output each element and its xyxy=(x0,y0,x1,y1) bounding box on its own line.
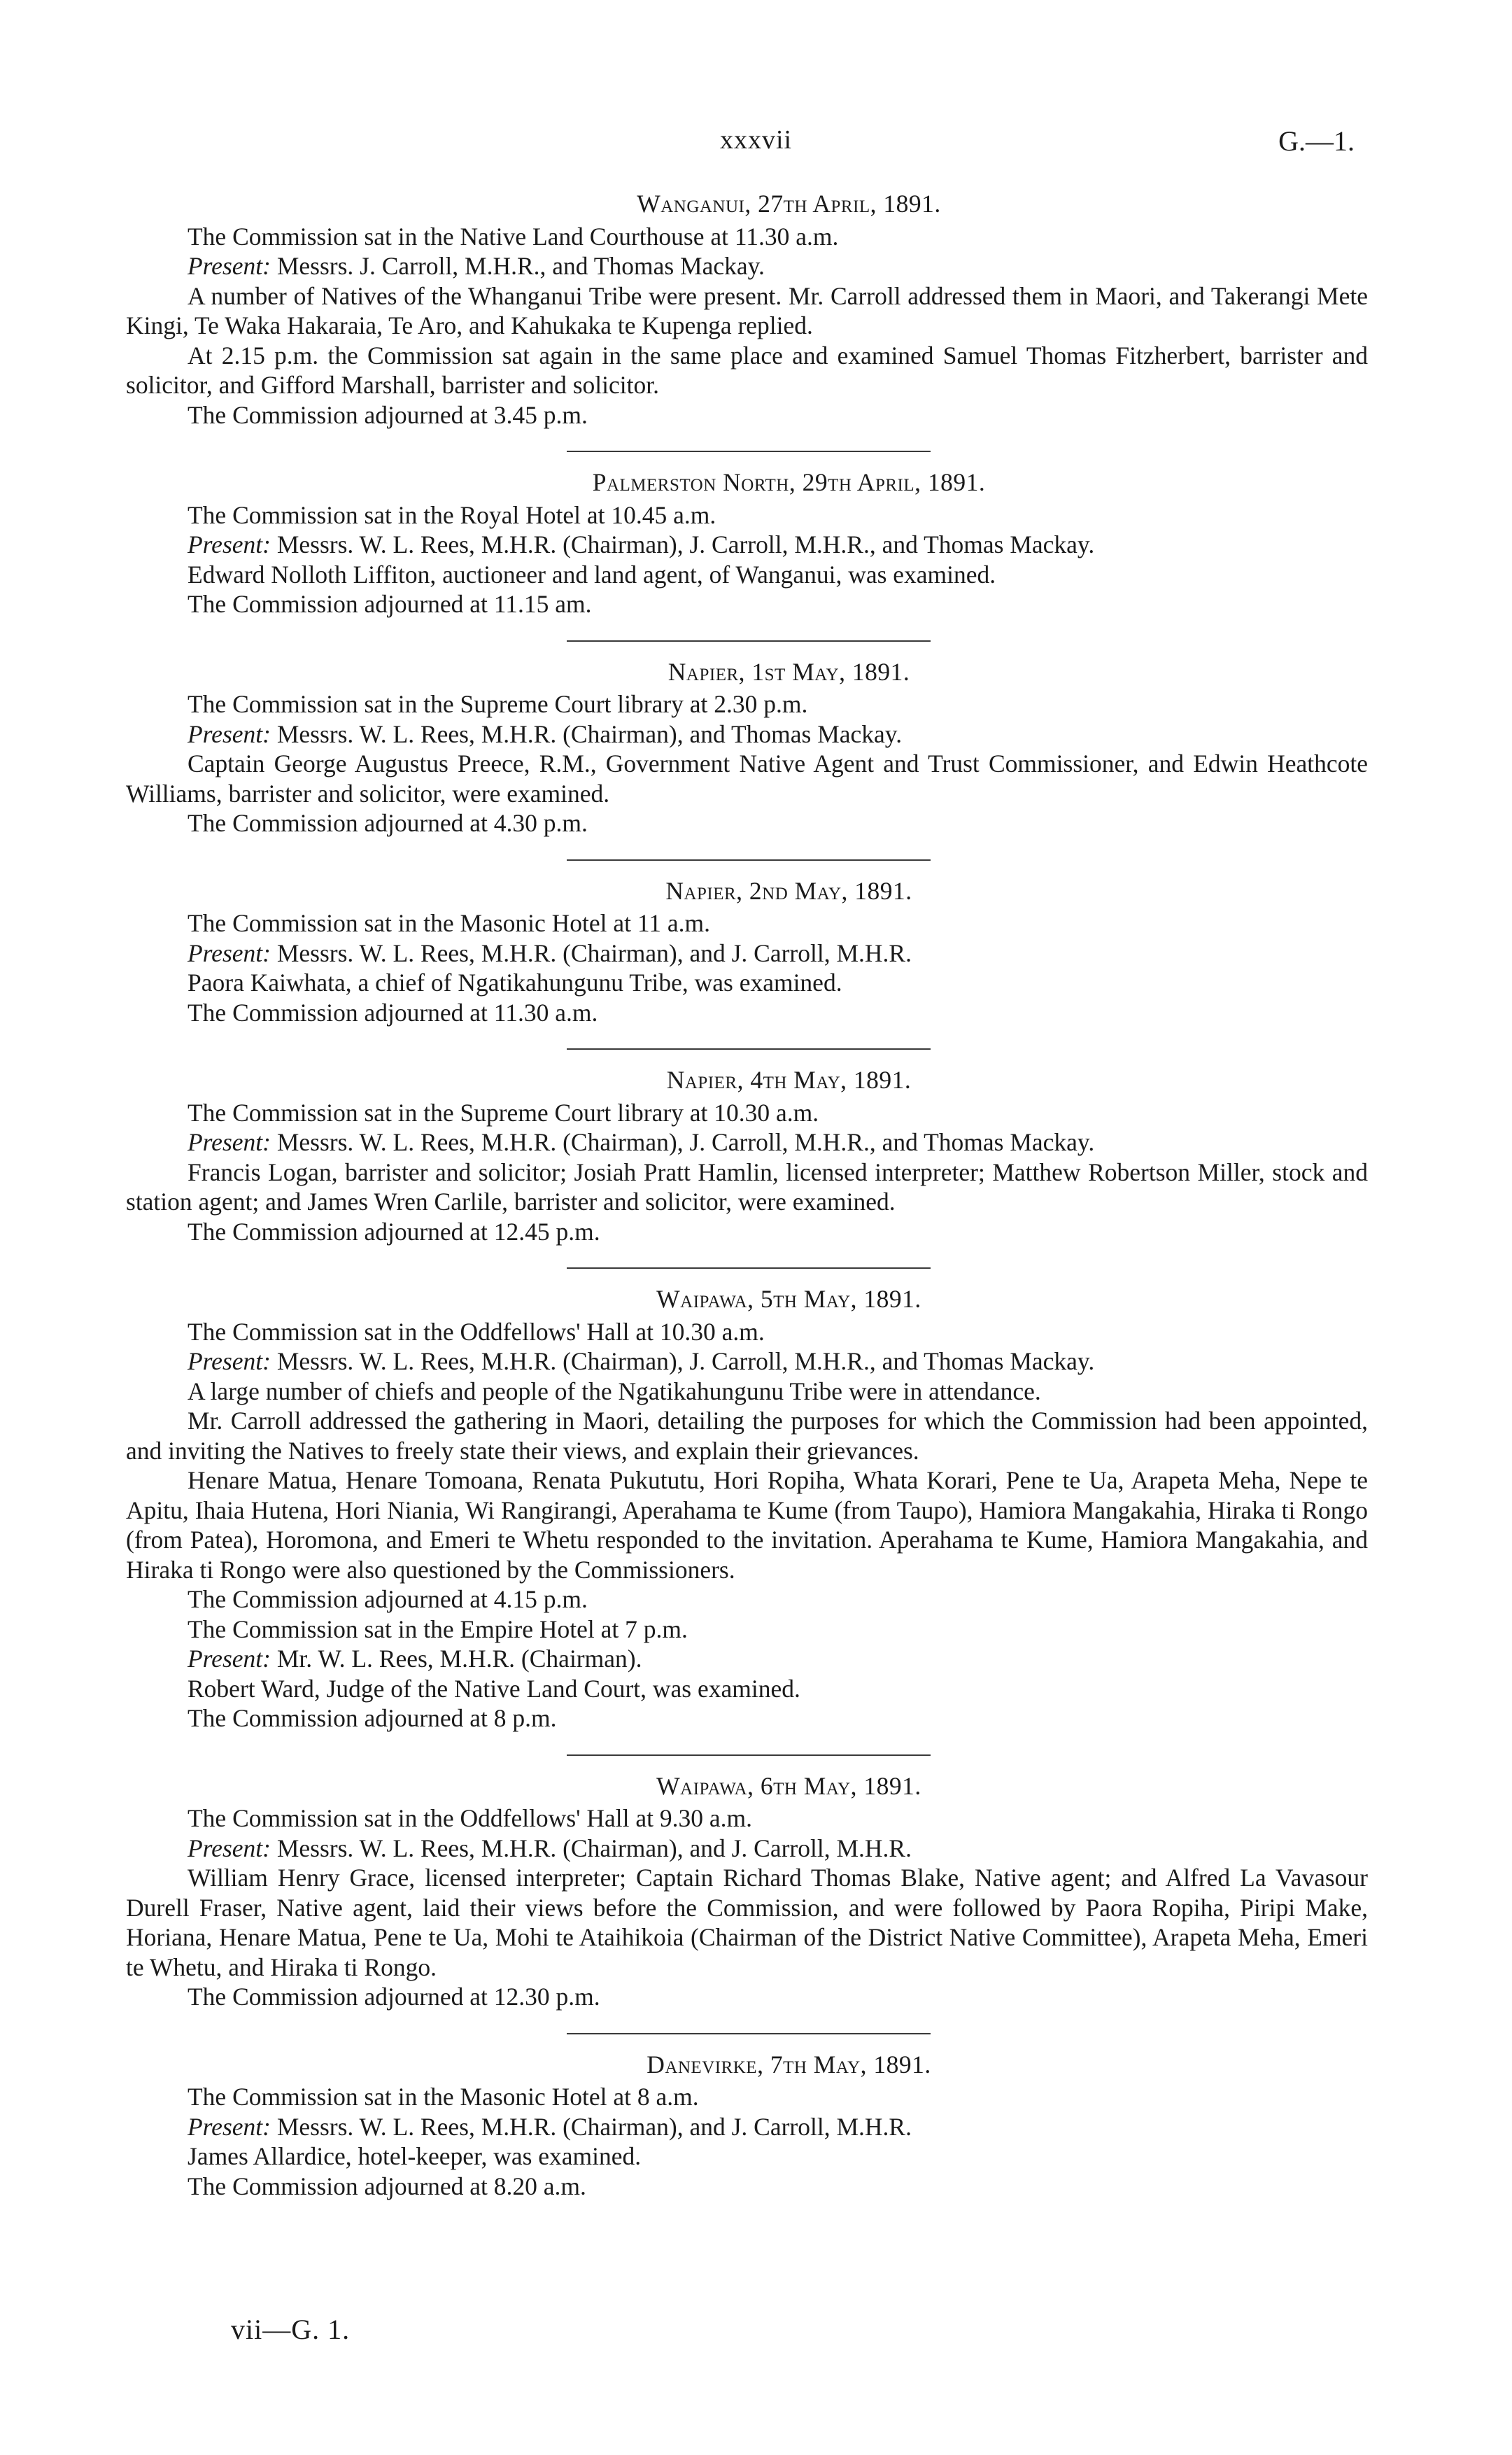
sheet-signature: vii—G. 1. xyxy=(231,2314,351,2345)
paragraph-text: Messrs. W. L. Rees, M.H.R. (Chairman), and Thomas Mackay. xyxy=(270,719,903,748)
minutes-paragraph xyxy=(126,1346,1368,1377)
paragraph-text: Mr. Carroll addressed the gathering in Maori, detailing the purposes for which the Commission had been appointed, and inviting the Natives to freely state their views, and explain their grievances. xyxy=(126,1407,1368,1465)
minutes-paragraph xyxy=(126,1644,1368,1674)
minutes-paragraph xyxy=(126,1317,1368,1347)
minutes-paragraph xyxy=(126,251,1368,281)
minutes-paragraph xyxy=(126,808,1368,838)
sitting-section xyxy=(126,1065,1368,1246)
sitting-heading: Napier, 2nd May, 1891. xyxy=(665,876,912,905)
minutes-paragraph xyxy=(126,1982,1368,2012)
minutes-paragraph xyxy=(126,689,1368,719)
paragraph-text: Captain George Augustus Preece, R.M., Government Native Agent and Trust Commissioner, and Edwin Heathcote Williams, barrister and solicitor, were examined. xyxy=(126,750,1368,808)
present-label: Present: xyxy=(188,1347,271,1375)
minutes-paragraph xyxy=(126,2082,1368,2112)
section-divider xyxy=(567,2033,931,2034)
paragraph-text: The Commission sat in the Oddfellows' Hall at 9.30 a.m. xyxy=(188,1804,753,1832)
sitting-heading: Waipawa, 6th May, 1891. xyxy=(656,1771,921,1800)
paragraph-text: Messrs. W. L. Rees, M.H.R. (Chairman), and J. Carroll, M.H.R. xyxy=(270,2112,912,2141)
minutes-paragraph xyxy=(126,908,1368,938)
paragraph-text: The Commission adjourned at 3.45 p.m. xyxy=(188,400,588,429)
sitting-heading: Danevirke, 7th May, 1891. xyxy=(647,2050,931,2078)
minutes-paragraph xyxy=(126,530,1368,560)
minutes-paragraph xyxy=(126,589,1368,619)
paragraph-text: The Commission adjourned at 11.15 am. xyxy=(188,590,592,618)
present-label: Present: xyxy=(188,1834,271,1862)
sitting-section xyxy=(126,2050,1368,2202)
section-divider xyxy=(567,1267,931,1269)
paragraph-text: The Commission sat in the Native Land Courthouse at 11.30 a.m. xyxy=(188,222,839,251)
paragraph-text: The Commission sat in the Oddfellows' Hall at 10.30 a.m. xyxy=(188,1317,765,1346)
minutes-paragraph xyxy=(126,1703,1368,1733)
paragraph-text: The Commission adjourned at 12.30 p.m. xyxy=(188,1983,600,2011)
section-divider xyxy=(567,1754,931,1756)
minutes-paragraph xyxy=(126,1584,1368,1615)
paragraph-text: A large number of chiefs and people of the Ngatikahungunu Tribe were in attendance. xyxy=(188,1377,1041,1405)
paragraph-text: Francis Logan, barrister and solicitor; Josiah Pratt Hamlin, licensed interpreter; Matthew Robertson Miller, stock and station agent; and James Wren Carlile, barrister and solicitor, were examined. xyxy=(126,1158,1368,1216)
minutes-paragraph xyxy=(126,1465,1368,1584)
minutes-paragraph xyxy=(126,2172,1368,2202)
sitting-section xyxy=(126,467,1368,619)
minutes-paragraph xyxy=(126,719,1368,750)
present-label: Present: xyxy=(188,1128,271,1156)
paragraph-text: Robert Ward, Judge of the Native Land Court, was examined. xyxy=(188,1674,800,1703)
paragraph-text: Messrs. W. L. Rees, M.H.R. (Chairman), and J. Carroll, M.H.R. xyxy=(270,938,912,967)
paragraph-text: The Commission adjourned at 4.15 p.m. xyxy=(188,1585,588,1613)
paragraph-text: The Commission sat in the Supreme Court library at 2.30 p.m. xyxy=(188,690,808,718)
section-divider xyxy=(567,859,931,861)
paragraph-text: A number of Natives of the Whanganui Tribe were present. Mr. Carroll addressed them in Maori, and Takerangi Mete Kingi, Te Waka Hakaraia, Te Aro, and Kahukaka te Kupenga replied. xyxy=(126,281,1368,339)
page-number: xxxvii xyxy=(719,125,793,155)
sitting-heading: Napier, 4th May, 1891. xyxy=(666,1066,912,1094)
paragraph-text: The Commission sat in the Supreme Court library at 10.30 a.m. xyxy=(188,1098,819,1127)
paragraph-text: James Allardice, hotel-keeper, was examined. xyxy=(188,2142,642,2170)
paragraph-text: Messrs. W. L. Rees, M.H.R. (Chairman), J. Carroll, M.H.R., and Thomas Mackay. xyxy=(270,1347,1095,1375)
paragraph-text: Mr. W. L. Rees, M.H.R. (Chairman). xyxy=(270,1645,642,1673)
minutes-paragraph xyxy=(126,2112,1368,2142)
paragraph-text: The Commission sat in the Royal Hotel at 10.45 a.m. xyxy=(188,500,716,529)
minutes-paragraph xyxy=(126,998,1368,1028)
minutes-paragraph xyxy=(126,938,1368,969)
minutes-paragraph xyxy=(126,1863,1368,1982)
minutes-paragraph xyxy=(126,500,1368,530)
present-label: Present: xyxy=(188,252,271,280)
minutes-paragraph xyxy=(126,749,1368,808)
paragraph-text: Messrs. W. L. Rees, M.H.R. (Chairman), J. Carroll, M.H.R., and Thomas Mackay. xyxy=(270,1128,1095,1156)
minutes-paragraph xyxy=(126,222,1368,252)
sitting-section xyxy=(126,876,1368,1028)
minutes-paragraph xyxy=(126,1158,1368,1217)
minutes-paragraph xyxy=(126,341,1368,400)
minutes-paragraph xyxy=(126,1217,1368,1247)
sitting-section xyxy=(126,1284,1368,1733)
paragraph-text: Messrs. W. L. Rees, M.H.R. (Chairman), and J. Carroll, M.H.R. xyxy=(270,1834,912,1862)
section-divider xyxy=(567,451,931,452)
paragraph-text: William Henry Grace, licensed interpreter; Captain Richard Thomas Blake, Native agent; and Alfred La Vavasour Durell Fraser, Native agent, laid their views before the Commission, and were followed by Paora Ropiha, Piripi Make, Horiana, Henare Matua, Pene te Ua, Mohi te Ataihikoia (Chairman of the District Native Committee), Arapeta Meha, Emeri te Whetu, and Hiraka ti Rongo. xyxy=(126,1864,1368,1981)
paragraph-text: The Commission adjourned at 11.30 a.m. xyxy=(188,998,598,1027)
paragraph-text: The Commission sat in the Masonic Hotel at 8 a.m. xyxy=(188,2083,699,2111)
paragraph-text: The Commission adjourned at 4.30 p.m. xyxy=(188,809,588,837)
sitting-heading: Palmerston North, 29th April, 1891. xyxy=(592,468,986,496)
paragraph-text: The Commission sat in the Empire Hotel at 7 p.m. xyxy=(188,1615,688,1643)
minutes-body xyxy=(126,189,1368,2201)
sitting-heading: Napier, 1st May, 1891. xyxy=(667,657,910,686)
section-divider xyxy=(567,1048,931,1050)
sitting-heading: Waipawa, 5th May, 1891. xyxy=(656,1285,921,1313)
paragraph-text: Henare Matua, Henare Tomoana, Renata Pukututu, Hori Ropiha, Whata Korari, Pene te Ua, Arapeta Meha, Nepe te Apitu, Ihaia Hutena, Hori Niania, Wi Rangirangi, Aperahama te Kume (from Taupo), Hamiora Mangakahia, Hiraka ti Rongo (from Patea), Horomona, and Emeri te Whetu responded to the invitation. Aperahama te Kume, Hamiora Mangakahia, and Hiraka ti Rongo were also questioned by the Commissioners. xyxy=(126,1466,1368,1584)
minutes-paragraph xyxy=(126,2141,1368,2172)
section-divider xyxy=(567,640,931,642)
minutes-paragraph xyxy=(126,1127,1368,1158)
paragraph-text: Edward Nolloth Liffiton, auctioneer and land agent, of Wanganui, was examined. xyxy=(188,560,996,589)
present-label: Present: xyxy=(188,938,271,967)
sitting-heading: Wanganui, 27th April, 1891. xyxy=(637,190,941,218)
sitting-section xyxy=(126,189,1368,430)
minutes-paragraph xyxy=(126,1803,1368,1834)
present-label: Present: xyxy=(188,1645,271,1673)
minutes-paragraph xyxy=(126,1098,1368,1128)
minutes-paragraph xyxy=(126,1615,1368,1645)
paragraph-text: Messrs. J. Carroll, M.H.R., and Thomas Mackay. xyxy=(270,252,765,280)
minutes-paragraph xyxy=(126,1834,1368,1864)
sitting-section xyxy=(126,1771,1368,2012)
paragraph-text: Messrs. W. L. Rees, M.H.R. (Chairman), J. Carroll, M.H.R., and Thomas Mackay. xyxy=(270,530,1095,558)
minutes-paragraph xyxy=(126,1674,1368,1704)
minutes-paragraph xyxy=(126,1406,1368,1465)
paragraph-text: Paora Kaiwhata, a chief of Ngatikahungunu Tribe, was examined. xyxy=(188,969,842,997)
paragraph-text: At 2.15 p.m. the Commission sat again in the same place and examined Samuel Thomas Fitzherbert, barrister and solicitor, and Gifford Marshall, barrister and solicitor. xyxy=(126,341,1368,399)
minutes-paragraph xyxy=(126,281,1368,341)
present-label: Present: xyxy=(188,719,271,748)
present-label: Present: xyxy=(188,2112,271,2141)
page-header xyxy=(0,125,1512,167)
minutes-paragraph xyxy=(126,968,1368,998)
paragraph-text: The Commission adjourned at 8.20 a.m. xyxy=(188,2172,586,2200)
minutes-paragraph xyxy=(126,400,1368,430)
sitting-section xyxy=(126,657,1368,838)
paragraph-text: The Commission adjourned at 8 p.m. xyxy=(188,1704,557,1732)
paragraph-text: The Commission sat in the Masonic Hotel at 11 a.m. xyxy=(188,909,711,937)
paper-reference: G.—1. xyxy=(1278,125,1355,157)
minutes-paragraph xyxy=(126,560,1368,590)
paragraph-text: The Commission adjourned at 12.45 p.m. xyxy=(188,1217,600,1246)
minutes-paragraph xyxy=(126,1377,1368,1407)
present-label: Present: xyxy=(188,530,271,558)
